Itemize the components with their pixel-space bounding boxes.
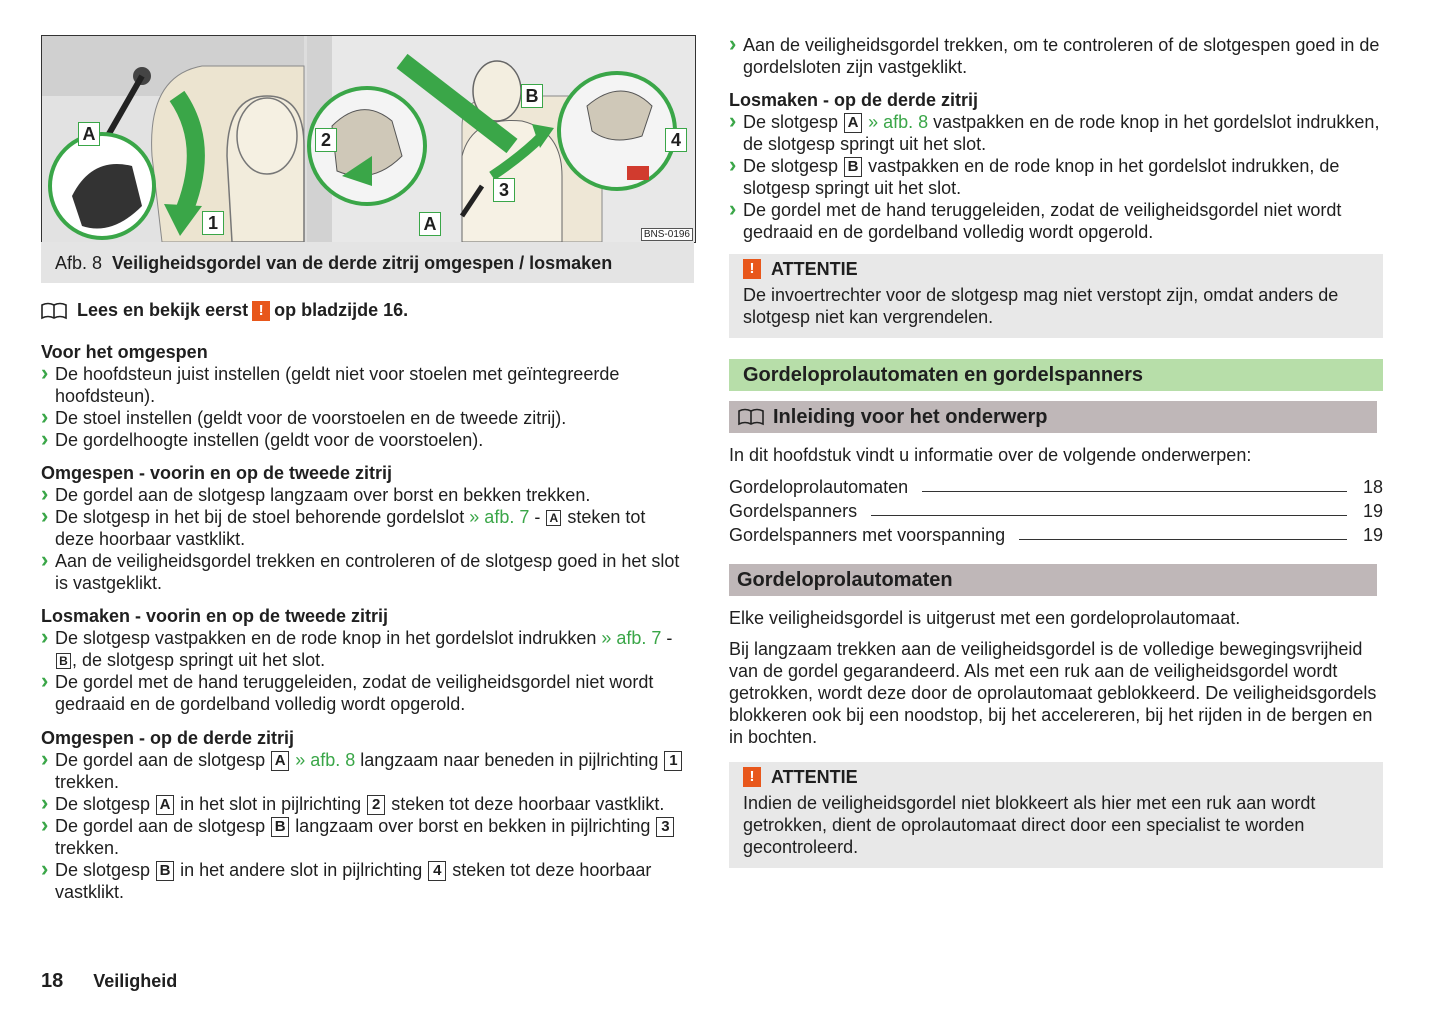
toc-row[interactable] xyxy=(729,522,1383,546)
figure-caption-title: Veiligheidsgordel van de derde zitrij omgespen / losmaken xyxy=(112,253,613,273)
toc-label: Gordeloprolautomaten xyxy=(729,477,909,497)
text: De gordel aan de slotgesp xyxy=(55,750,266,770)
warning-box-1 xyxy=(729,254,1383,338)
paragraph-2: Bij langzaam trekken aan de veiligheidsgordel is de volledige bewegingsvrijheid van de gordel gegarandeerd. Als met een ruk aan de veiligheidsgordel wordt getrokken, wordt deze door de oprolautomaat geblokkeerd. De veiligheidsgordels blokkeren ook bij een noodstop, bij het accelereren, bij het rijden in de bergen en in bochten. xyxy=(729,639,1377,747)
section-title: Losmaken - voorin en op de tweede zitrij xyxy=(41,606,389,626)
key-badge: B xyxy=(271,817,289,837)
list-item: › Aan de veiligheidsgordel trekken, om te controleren of de slotgespen goed in de gordelsloten zijn vastgeklikt. xyxy=(729,34,1383,78)
section-before-buckling xyxy=(41,341,691,451)
text: De slotgesp xyxy=(743,156,839,176)
figure-label-2: 2 xyxy=(315,128,337,152)
figure-caption xyxy=(41,242,694,283)
section-release-front xyxy=(41,605,691,715)
section-heading-main: Gordeloprolautomaten en gordelspanners xyxy=(729,359,1383,391)
key-badge: A xyxy=(844,113,862,133)
text: De slotgesp xyxy=(743,112,839,132)
figure-link[interactable]: » afb. 8 xyxy=(868,112,929,132)
section-heading-intro-text: Inleiding voor het onderwerp xyxy=(773,405,1048,428)
key-badge: 2 xyxy=(367,795,385,815)
toc-page: 18 xyxy=(1362,477,1383,497)
list-item: › De hoofdsteun juist instellen (geldt niet voor stoelen met geïntegreerde hoofdsteun). xyxy=(41,363,691,407)
text: De slotgesp vastpakken en de rode knop in het gordelslot indrukken xyxy=(55,628,597,648)
warning-label: ATTENTIE xyxy=(771,259,858,279)
text: in het slot in pijlrichting xyxy=(180,794,362,814)
list-item: › De slotgesp in het bij de stoel behorende gordelslot » afb. 7 - A steken tot deze hoorbaar vastklikt. xyxy=(41,506,681,550)
section-buckle-third-row xyxy=(41,727,686,903)
text: De slotgesp xyxy=(55,794,151,814)
text: vastpakken en de rode knop in het gordelslot indrukken, de slotgesp springt uit het slot. xyxy=(743,112,1380,154)
book-icon xyxy=(737,408,765,426)
figure-code: BNS-0196 xyxy=(641,228,693,241)
section-title: Voor het omgespen xyxy=(41,342,208,362)
text: langzaam over borst en bekken in pijlrichting xyxy=(295,816,651,836)
figure-label-a2: A xyxy=(419,212,441,236)
warning-text: Indien de veiligheidsgordel niet blokkeert als hier met een ruk aan wordt getrokken, dient de oprolautomaat direct door een specialist te worden gecontroleerd. xyxy=(743,793,1316,857)
key-badge: 4 xyxy=(428,861,446,881)
toc-page: 19 xyxy=(1362,525,1383,545)
warning-icon: ! xyxy=(743,259,761,279)
text: langzaam naar beneden in pijlrichting xyxy=(360,750,659,770)
text: in het andere slot in pijlrichting xyxy=(180,860,423,880)
section-title: Omgespen - op de derde zitrij xyxy=(41,728,295,748)
list-item xyxy=(729,155,1383,199)
warning-icon: ! xyxy=(743,767,761,787)
warning-text: De invoertrechter voor de slotgesp mag niet verstopt zijn, omdat anders de slotgesp niet kan vergrendelen. xyxy=(743,285,1339,327)
toc-label: Gordelspanners met voorspanning xyxy=(729,525,1006,545)
key-badge: A xyxy=(271,751,289,771)
key-badge: A xyxy=(546,510,561,526)
list-item xyxy=(41,749,686,793)
text: steken tot deze hoorbaar vastklikt. xyxy=(55,860,652,902)
read-first-note xyxy=(41,300,408,321)
intro-text: In dit hoofdstuk vindt u informatie over de volgende onderwerpen: xyxy=(729,445,1252,465)
list-item: › Aan de veiligheidsgordel trekken en controleren of de slotgesp goed in het slot is vastgeklikt. xyxy=(41,550,681,594)
toc-row[interactable] xyxy=(729,498,1383,522)
text: trekken. xyxy=(55,838,120,858)
warning-label: ATTENTIE xyxy=(771,767,858,787)
continued-list xyxy=(729,34,1383,78)
section-heading-sub xyxy=(729,564,1377,596)
text: De gordel aan de slotgesp xyxy=(55,816,266,836)
list-item xyxy=(41,859,686,903)
text: vastpakken en de rode knop in het gordelslot indrukken, de slotgesp springt uit het slot. xyxy=(743,156,1340,198)
figure-label-3: 3 xyxy=(493,178,515,202)
list-item: › De gordel aan de slotgesp langzaam over borst en bekken trekken. xyxy=(41,484,681,506)
toc-label: Gordelspanners xyxy=(729,501,858,521)
paragraph-1: Elke veiligheidsgordel is uitgerust met een gordeloprolautomaat. xyxy=(729,608,1241,628)
text: De slotgesp xyxy=(55,860,151,880)
list-item xyxy=(729,111,1383,155)
read-first-pre: Lees en bekijk eerst xyxy=(77,300,249,320)
warning-box-2 xyxy=(729,762,1383,868)
section-buckle-front xyxy=(41,462,681,594)
list-item: › De gordelhoogte instellen (geldt voor de voorstoelen). xyxy=(41,429,691,451)
figure-link[interactable]: » afb. 7 xyxy=(469,507,530,527)
toc-leader xyxy=(1019,539,1347,540)
key-badge: B xyxy=(56,653,71,669)
section-heading-sub-text: Gordeloprolautomaten xyxy=(737,568,953,591)
text: , de slotgesp springt uit het slot. xyxy=(72,650,326,670)
list-item: › De gordel met de hand teruggeleiden, zodat de veiligheidsgordel niet wordt gedraaid en de gordelband volledig wordt opgerold. xyxy=(41,671,691,715)
toc-page: 19 xyxy=(1362,501,1383,521)
toc-list xyxy=(729,474,1383,546)
warning-icon: ! xyxy=(252,301,270,321)
section-title: Omgespen - voorin en op de tweede zitrij xyxy=(41,463,393,483)
toc-leader xyxy=(871,515,1347,516)
footer-section: Veiligheid xyxy=(93,971,178,991)
key-badge: B xyxy=(156,861,174,881)
list-item: › De gordel met de hand teruggeleiden, zodat de veiligheidsgordel niet wordt gedraaid en de gordelband volledig wordt opgerold. xyxy=(729,199,1383,243)
read-first-post: op bladzijde 16. xyxy=(274,300,409,320)
text: steken tot deze hoorbaar vastklikt. xyxy=(55,507,646,549)
text: De slotgesp in het bij de stoel behorende gordelslot xyxy=(55,507,465,527)
section-heading-intro xyxy=(729,401,1377,433)
figure-link[interactable]: » afb. 8 xyxy=(295,750,356,770)
key-badge: 3 xyxy=(656,817,674,837)
list-item xyxy=(41,793,686,815)
toc-row[interactable] xyxy=(729,474,1383,498)
seatbelt-illustration xyxy=(42,36,695,242)
page-footer xyxy=(41,970,177,993)
figure-link[interactable]: » afb. 7 xyxy=(601,628,662,648)
list-item: › De slotgesp vastpakken en de rode knop in het gordelslot indrukken » afb. 7 - B , de slotgesp springt uit het slot. xyxy=(41,627,691,671)
key-badge: B xyxy=(844,157,862,177)
text: steken tot deze hoorbaar vastklikt. xyxy=(391,794,665,814)
figure-label-1: 1 xyxy=(202,211,224,235)
text: trekken. xyxy=(55,772,120,792)
key-badge: A xyxy=(156,795,174,815)
list-item xyxy=(41,815,686,859)
key-badge: 1 xyxy=(664,751,682,771)
list-item: › De stoel instellen (geldt voor de voorstoelen en de tweede zitrij). xyxy=(41,407,691,429)
figure-label-b: B xyxy=(521,84,543,108)
book-icon xyxy=(41,302,67,320)
toc-leader xyxy=(922,491,1347,492)
section-release-third-row xyxy=(729,89,1383,243)
figure-label-4: 4 xyxy=(665,128,687,152)
seatbelt-figure xyxy=(41,35,696,243)
figure-caption-prefix: Afb. 8 xyxy=(55,253,103,273)
figure-label-a: A xyxy=(78,122,100,146)
page-number: 18 xyxy=(41,970,64,992)
section-title: Losmaken - op de derde zitrij xyxy=(729,90,979,110)
